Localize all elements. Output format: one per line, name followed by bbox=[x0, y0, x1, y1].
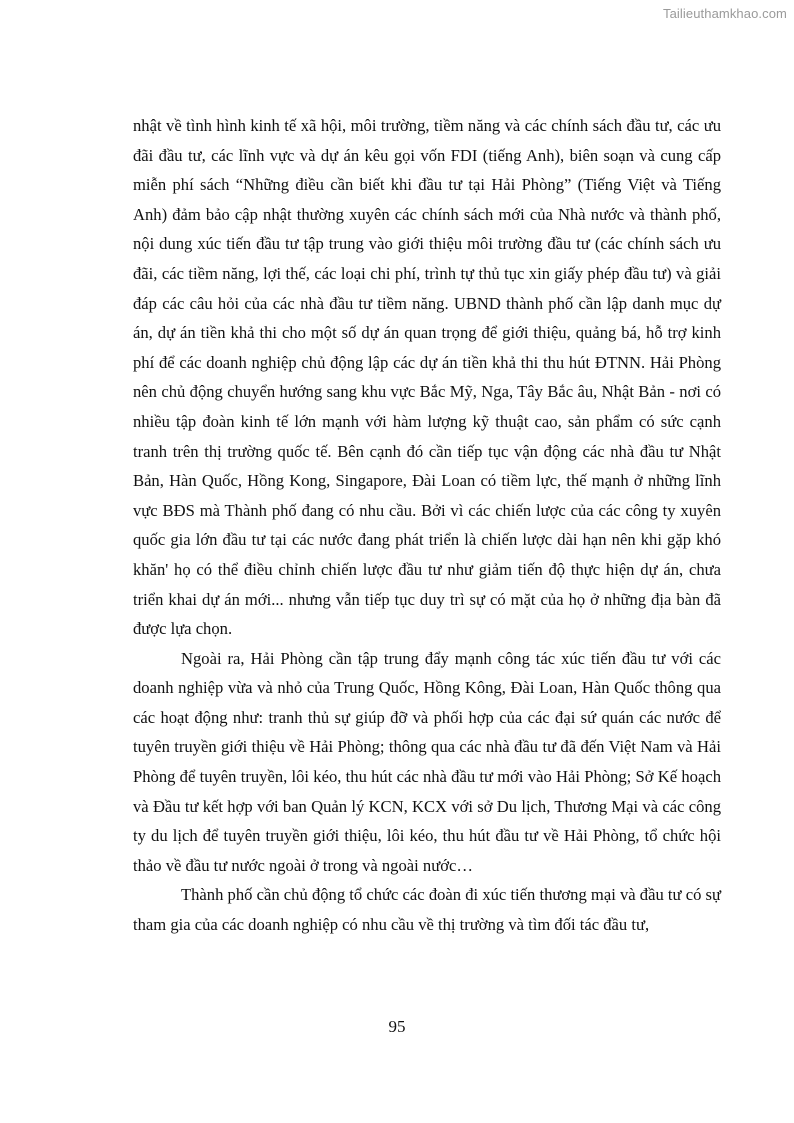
document-body bbox=[133, 111, 721, 940]
paragraph: nhật về tình hình kinh tế xã hội, môi trường, tiềm năng và các chính sách đầu tư, các ưu đãi đầu tư, các lĩnh vực và dự án kêu gọi vốn FDI (tiếng Anh), biên soạn và cung cấp miễn phí sách “Những điều cần biết khi đầu tư tại Hải Phòng” (Tiếng Việt và Tiếng Anh) đảm bảo cập nhật thường xuyên các chính sách mới của Nhà nước và thành phố, nội dung xúc tiến đầu tư tập trung vào giới thiệu môi trường đầu tư (các chính sách ưu đãi, các tiềm năng, lợi thế, các loại chi phí, trình tự thủ tục xin giấy phép đầu tư) và giải đáp các câu hỏi của các nhà đầu tư tiềm năng. UBND thành phố cần lập danh mục dự án, dự án tiền khả thi cho một số dự án quan trọng để giới thiệu, quảng bá, hỗ trợ kinh phí để các doanh nghiệp chủ động lập các dự án tiền khả thi thu hút ĐTNN. Hải Phòng nên chủ động chuyển hướng sang khu vực Bắc Mỹ, Nga, Tây Bắc âu, Nhật Bản - nơi có nhiều tập đoàn kinh tế lớn mạnh với hàm lượng kỹ thuật cao, sản phẩm có sức cạnh tranh trên thị trường quốc tế. Bên cạnh đó cần tiếp tục vận động các nhà đầu tư Nhật Bản, Hàn Quốc, Hồng Kong, Singapore, Đài Loan có tiềm lực, thế mạnh ở những lĩnh vực BĐS mà Thành phố đang có nhu cầu. Bởi vì các chiến lược của các công ty xuyên quốc gia lớn đầu tư tại các nước đang phát triển là chiến lược dài hạn nên khi gặp khó khăn' họ có thể điều chỉnh chiến lược đầu tư như giảm tiến độ thực hiện dự án, chưa triển khai dự án mới... nhưng vẫn tiếp tục duy trì sự có mặt của họ ở những địa bàn đã được lựa chọn. bbox=[133, 116, 721, 639]
page-number: 95 bbox=[388, 1017, 406, 1036]
paragraph: Thành phố cần chủ động tổ chức các đoàn đi xúc tiến thương mại và đầu tư có sự tham gia của các doanh nghiệp có nhu cầu về thị trường và tìm đối tác đầu tư, bbox=[133, 885, 721, 935]
paragraph: Ngoài ra, Hải Phòng cần tập trung đẩy mạnh công tác xúc tiến đầu tư với các doanh nghiệp vừa và nhỏ của Trung Quốc, Hồng Kông, Đài Loan, Hàn Quốc thông qua các hoạt động như: tranh thủ sự giúp đỡ và phối hợp của các đại sứ quán các nước để tuyên truyền giới thiệu về Hải Phòng; thông qua các nhà đầu tư đã đến Việt Nam và Hải Phòng để tuyên truyền, lôi kéo, thu hút các nhà đầu tư mới vào Hải Phòng; Sở Kế hoạch và Đầu tư kết hợp với ban Quản lý KCN, KCX với sở Du lịch, Thương Mại và các công ty du lịch để tuyên truyền giới thiệu, lôi kéo, thu hút đầu tư về Hải Phòng, tổ chức hội thảo về đầu tư nước ngoài ở trong và ngoài nước… bbox=[133, 648, 721, 875]
watermark-text: Tailieuthamkhao.com bbox=[662, 6, 787, 21]
